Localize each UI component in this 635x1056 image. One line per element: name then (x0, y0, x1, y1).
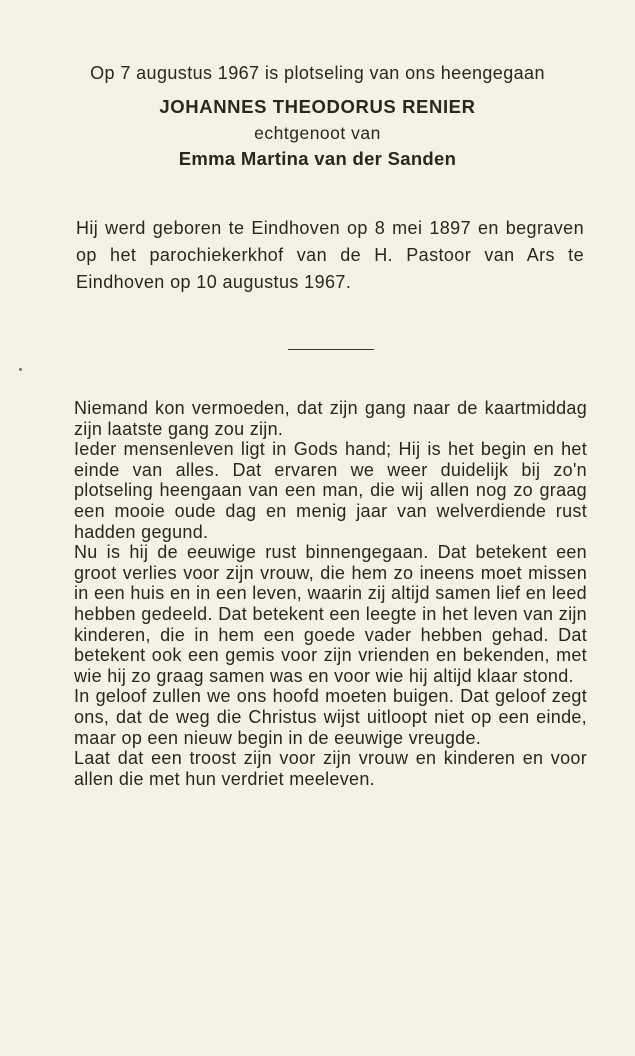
card-header (0, 60, 635, 172)
announcement-text: Op 7 augustus 1967 is plotseling van ons heengegaan (90, 63, 545, 83)
divider-line (288, 349, 374, 350)
paragraph: Nu is hij de eeuwige rust binnengegaan. Dat betekent een groot verlies voor zijn vrouw, die hem zo ineens moet missen in een huis en in een leven, waarin zij altijd samen lief en leed hebben gedeeld. Dat betekent een leegte in het leven van zijn kinderen, die in hem een goede vader hebben gehad. Dat betekent ook een gemis voor zijn vrienden en bekenden, met wie hij zo graag samen was en voor wie hij altijd klaar stond. (74, 542, 587, 686)
paper-speck (19, 368, 22, 371)
birth-burial-text: Hij werd geboren te Eindhoven op 8 mei 1897 en begraven op het parochiekerkhof van de H. Pastoor van Ars te Eindhoven op 10 augustus 1967. (76, 218, 584, 292)
paragraph: Ieder mensenleven ligt in Gods hand; Hij is het begin en het einde van alles. Dat ervaren we weer duidelijk bij zo'n plotseling heengaan van een man, die wij allen nog zo graag een mooie oude dag en menig jaar van welverdiende rust hadden gegund. (74, 439, 587, 542)
paragraph: In geloof zullen we ons hoofd moeten buigen. Dat geloof zegt ons, dat de weg die Christus wijst uitloopt niet op een einde, maar op een nieuw begin in de eeuwige vreugde. (74, 686, 587, 748)
deceased-name: JOHANNES THEODORUS RENIER (159, 96, 476, 117)
memorial-text (74, 398, 587, 789)
spouse-name: Emma Martina van der Sanden (178, 148, 457, 169)
paragraph: Niemand kon vermoeden, dat zijn gang naar de kaartmiddag zijn laatste gang zou zijn. (74, 398, 587, 439)
paragraph: Laat dat een troost zijn voor zijn vrouw en kinderen en voor allen die met hun verdriet meeleven. (74, 748, 587, 789)
relation-label: echtgenoot van (254, 123, 381, 143)
